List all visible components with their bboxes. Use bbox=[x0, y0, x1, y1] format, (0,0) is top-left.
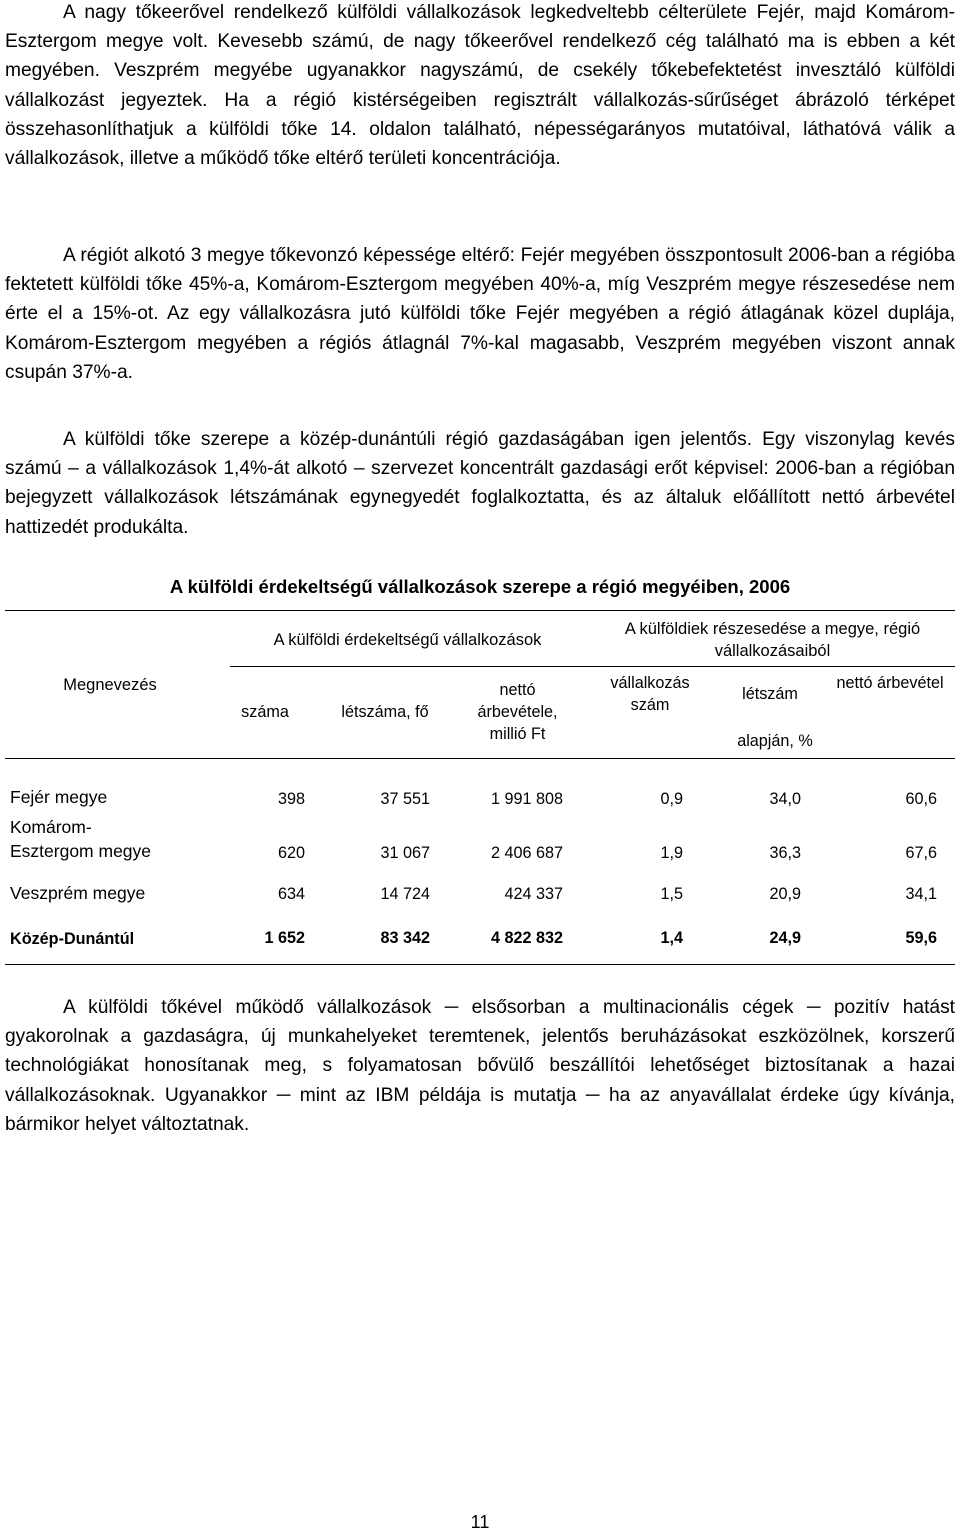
cell: 398 bbox=[277, 790, 305, 808]
row-name-komarom-line2: Esztergom megye bbox=[10, 841, 152, 861]
cell: 34,0 bbox=[769, 790, 801, 808]
header-netto-arbevetele: nettó árbevétele, millió Ft bbox=[477, 681, 558, 743]
cell: 0,9 bbox=[660, 790, 683, 808]
paragraph-1: A nagy tőkeerővel rendelkező külföldi vállalkozások legkedveltebb célterülete Fejér, majd Komárom-Esztergom megye volt. Kevesebb számú, de nagy tőkeerővel rendelkező cég található ma is ebben a két megyében. Veszprém megyébe ugyanakkor nagyszámú, de csekély tőkebefektetést invesztáló külföldi vállalkozást jegyeztek. Ha a régió kistérségeiben regisztrált vállalkozás-sűrűséget ábrázoló térképet összehasonlíthatjuk a külföldi tőke 14. oldalon található, népességarányos mutatóival, láthatóvá válik a vállalkozások, illetve a működő tőke eltérő területi koncentrációja. bbox=[5, 2, 955, 170]
row-name-veszprem: Veszprém megye bbox=[10, 883, 146, 903]
cell: 14 724 bbox=[380, 885, 430, 903]
row-name-komarom-line1: Komárom- bbox=[10, 817, 92, 837]
table-top-rule bbox=[5, 610, 955, 611]
cell: 24,9 bbox=[769, 929, 801, 947]
header-group-foreign-share: A külföldiek részesedése a megye, régió vállalkozásaiból bbox=[624, 620, 921, 660]
table-header-rule bbox=[5, 758, 955, 759]
cell: 34,1 bbox=[905, 885, 937, 903]
header-alapjan: alapján, % bbox=[737, 732, 813, 750]
data-table bbox=[5, 610, 955, 965]
header-megnevezes: Megnevezés bbox=[63, 676, 157, 694]
paragraph-4: A külföldi tőkével működő vállalkozások ─ elsősorban a multinacionális cégek ─ pozitív hatást gyakorolnak a gazdaságra, új munkahelyeket teremtenek, jelentős beruházásokat eszközölnek, korszerű technológiákat honosítanak meg, s folyamatosan bővülő beszállítói lehetőséget biztosítanak a hazai vállalkozásoknak. Ugyanakkor ─ mint az IBM példája is mutatja ─ ha az anyavállalat érdeke úgy kívánja, bármikor helyet változtatnak. bbox=[5, 997, 955, 1135]
cell: 60,6 bbox=[905, 790, 937, 808]
header-netto-arbevetel: nettó árbevétel bbox=[836, 674, 944, 692]
cell: 59,6 bbox=[905, 929, 937, 947]
cell: 634 bbox=[277, 885, 305, 903]
row-name-fejer: Fejér megye bbox=[10, 787, 108, 807]
table-title: A külföldi érdekeltségű vállalkozások szerepe a régió megyéiben, 2006 bbox=[169, 576, 791, 597]
cell: 1,4 bbox=[660, 929, 683, 947]
cell: 1,9 bbox=[660, 844, 683, 862]
cell: 1,5 bbox=[660, 885, 683, 903]
table-group-rule bbox=[230, 666, 955, 667]
cell: 36,3 bbox=[769, 844, 801, 862]
header-letszam: létszám bbox=[742, 685, 798, 703]
cell: 31 067 bbox=[380, 844, 430, 862]
cell: 4 822 832 bbox=[490, 929, 563, 947]
cell: 424 337 bbox=[504, 885, 563, 903]
cell: 2 406 687 bbox=[490, 844, 563, 862]
cell: 67,6 bbox=[905, 844, 937, 862]
paragraph-3: A külföldi tőke szerepe a közép-dunántúli régió gazdaságában igen jelentős. Egy viszonylag kevés számú – a vállalkozások 1,4%-át alkotó – szervezet koncentrált gazdasági erőt képvisel: 2006-ban a régióban bejegyzett vállalkozások létszámának egynegyedét foglalkoztatta, és az általuk előállított nettó árbevétel hattizedét produkálta. bbox=[5, 429, 955, 538]
header-letszama: létszáma, fő bbox=[341, 703, 429, 721]
header-vallalkozas-szam: vállalkozás szám bbox=[610, 674, 690, 714]
paragraph-2: A régiót alkotó 3 megye tőkevonzó képessége eltérő: Fejér megyében összpontosult 2006-ban a régióba fektetett külföldi tőke 45%-a, Komárom-Esztergom megyében 40%-a, míg Veszprém megye részesedése nem érte el a 15%-ot. Az egy vállalkozásra jutó külföldi tőke Fejér megyében a régió átlagának közel duplája, Komárom-Esztergom megyében a régiós átlagnál 7%-kal magasabb, Veszprém megyében viszont annak csupán 37%-a. bbox=[5, 245, 955, 383]
cell: 620 bbox=[277, 844, 305, 862]
row-name-kozep-dunantul: Közép-Dunántúl bbox=[10, 930, 135, 948]
cell: 83 342 bbox=[380, 929, 430, 947]
cell: 37 551 bbox=[380, 790, 430, 808]
cell: 20,9 bbox=[769, 885, 801, 903]
cell: 1 991 808 bbox=[490, 790, 563, 808]
table-bottom-rule bbox=[5, 964, 955, 965]
page-number: 11 bbox=[470, 1512, 490, 1532]
header-szama: száma bbox=[241, 703, 289, 721]
header-group-foreign-enterprises: A külföldi érdekeltségű vállalkozások bbox=[273, 631, 542, 649]
cell: 1 652 bbox=[264, 929, 305, 947]
